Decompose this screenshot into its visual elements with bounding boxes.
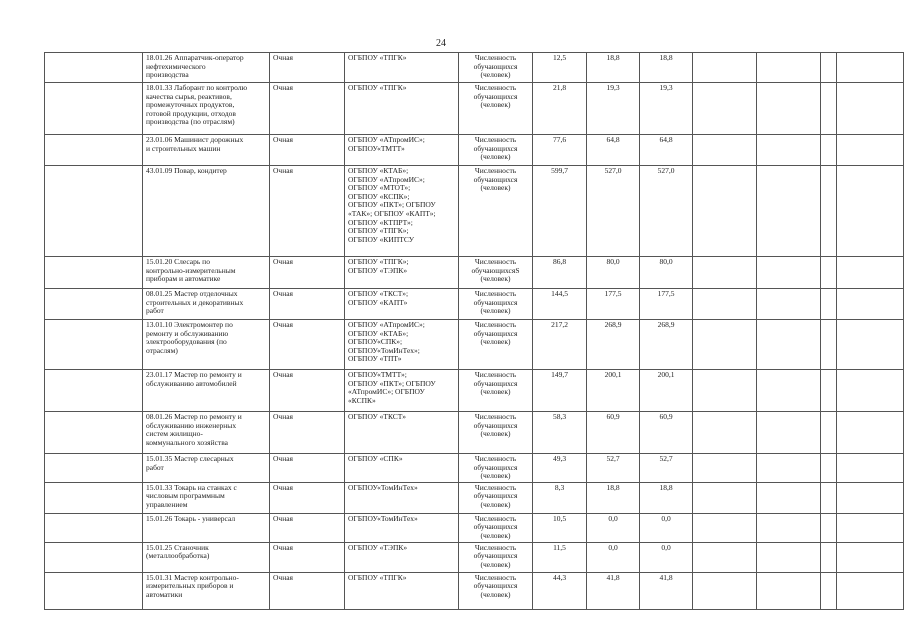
empty-cell	[837, 412, 904, 454]
indicator-cell: Численность обучающихся (человек)	[459, 482, 533, 513]
value-cell-2: 19,3	[587, 83, 640, 135]
empty-cell	[45, 572, 143, 609]
value-cell-3: 18,8	[640, 482, 693, 513]
table-row	[45, 370, 904, 412]
empty-cell	[757, 412, 821, 454]
program-name-cell: 15.01.25 Станочник (металлообработка)	[143, 542, 270, 572]
empty-cell	[45, 53, 143, 83]
value-cell-2: 527,0	[587, 166, 640, 257]
organization-cell: ОГБПОУ «КТАБ»; ОГБПОУ «АТпромИС»; ОГБПОУ «МТОТ»; ОГБПОУ «КСПК»; ОГБПОУ «ПКТ»; ОГБПОУ «ТАК»; ОГБПОУ «КАПТ»; ОГБПОУ «КТПРТ»; ОГБПОУ «ТПГК»; ОГБПОУ «КИПТСУ	[345, 166, 459, 257]
empty-cell	[821, 370, 837, 412]
value-cell-2: 80,0	[587, 257, 640, 289]
program-name-cell: 23.01.17 Мастер по ремонту и обслуживанию автомобилей	[143, 370, 270, 412]
empty-cell	[45, 135, 143, 166]
empty-cell	[821, 542, 837, 572]
organization-cell: ОГБПОУ «ТКСТ»; ОГБПОУ «КАПТ»	[345, 289, 459, 320]
value-cell-2: 52,7	[587, 454, 640, 483]
empty-cell	[45, 83, 143, 135]
study-form-cell: Очная	[270, 289, 345, 320]
indicator-cell: Численность обучающихся (человек)	[459, 572, 533, 609]
empty-cell	[693, 454, 757, 483]
empty-cell	[821, 320, 837, 370]
study-form-cell: Очная	[270, 320, 345, 370]
table-row	[45, 83, 904, 135]
program-name-cell: 13.01.10 Электромонтер по ремонту и обслуживанию электрооборудования (по отраслям)	[143, 320, 270, 370]
empty-cell	[821, 513, 837, 542]
value-cell-2: 18,8	[587, 53, 640, 83]
empty-cell	[821, 482, 837, 513]
table-row	[45, 542, 904, 572]
empty-cell	[837, 135, 904, 166]
table-row	[45, 289, 904, 320]
table-row	[45, 513, 904, 542]
empty-cell	[693, 572, 757, 609]
empty-cell	[693, 513, 757, 542]
study-form-cell: Очная	[270, 482, 345, 513]
empty-cell	[821, 289, 837, 320]
value-cell-3: 0,0	[640, 513, 693, 542]
value-cell-2: 177,5	[587, 289, 640, 320]
indicator-cell: Численность обучающихся (человек)	[459, 542, 533, 572]
value-cell-1: 10,5	[533, 513, 587, 542]
table-row	[45, 257, 904, 289]
empty-cell	[821, 257, 837, 289]
empty-cell	[757, 482, 821, 513]
empty-cell	[757, 53, 821, 83]
program-name-cell: 08.01.25 Мастер отделочных строительных и декоративных работ	[143, 289, 270, 320]
indicator-cell: Численность обучающихся (человек)	[459, 166, 533, 257]
empty-cell	[693, 289, 757, 320]
value-cell-3: 0,0	[640, 542, 693, 572]
study-form-cell: Очная	[270, 454, 345, 483]
table-row	[45, 412, 904, 454]
empty-cell	[821, 572, 837, 609]
empty-cell	[837, 166, 904, 257]
value-cell-3: 52,7	[640, 454, 693, 483]
empty-cell	[45, 166, 143, 257]
organization-cell: ОГБПОУ «ТПГК»	[345, 53, 459, 83]
value-cell-1: 149,7	[533, 370, 587, 412]
indicator-cell: Численность обучающихся (человек)	[459, 135, 533, 166]
organization-cell: ОГБПОУ«ТМТТ»; ОГБПОУ «ПКТ»; ОГБПОУ «АТпромИС»; ОГБПОУ «КСПК»	[345, 370, 459, 412]
empty-cell	[821, 135, 837, 166]
value-cell-2: 268,9	[587, 320, 640, 370]
empty-cell	[821, 83, 837, 135]
indicator-cell: Численность обучающихся (человек)	[459, 53, 533, 83]
organization-cell: ОГБПОУ «ТЭПК»	[345, 542, 459, 572]
empty-cell	[757, 513, 821, 542]
empty-cell	[693, 135, 757, 166]
empty-cell	[821, 53, 837, 83]
empty-cell	[757, 289, 821, 320]
program-name-cell: 15.01.26 Токарь - универсал	[143, 513, 270, 542]
value-cell-1: 144,5	[533, 289, 587, 320]
value-cell-3: 268,9	[640, 320, 693, 370]
program-name-cell: 08.01.26 Мастер по ремонту и обслуживанию инженерных систем жилищно- коммунального хозяйства	[143, 412, 270, 454]
empty-cell	[821, 166, 837, 257]
empty-cell	[757, 370, 821, 412]
empty-cell	[837, 542, 904, 572]
table-row	[45, 482, 904, 513]
study-form-cell: Очная	[270, 572, 345, 609]
empty-cell	[45, 454, 143, 483]
page-number: 24	[436, 38, 446, 49]
value-cell-1: 217,2	[533, 320, 587, 370]
empty-cell	[821, 412, 837, 454]
value-cell-1: 86,8	[533, 257, 587, 289]
indicator-cell: Численность обучающихся (человек)	[459, 513, 533, 542]
organization-cell: ОГБПОУ «ТПГК»	[345, 572, 459, 609]
program-name-cell: 15.01.35 Мастер слесарных работ	[143, 454, 270, 483]
organization-cell: ОГБПОУ «ТКСТ»	[345, 412, 459, 454]
indicator-cell: Численность обучающихся (человек)	[459, 289, 533, 320]
program-name-cell: 15.01.20 Слесарь по контрольно-измерительным приборам и автоматике	[143, 257, 270, 289]
empty-cell	[45, 320, 143, 370]
organization-cell: ОГБПОУ«ТомИнТех»	[345, 482, 459, 513]
table-row	[45, 320, 904, 370]
empty-cell	[693, 482, 757, 513]
value-cell-1: 8,3	[533, 482, 587, 513]
indicator-cell: Численность обучающихся (человек)	[459, 320, 533, 370]
empty-cell	[693, 257, 757, 289]
value-cell-3: 527,0	[640, 166, 693, 257]
empty-cell	[757, 135, 821, 166]
empty-cell	[757, 572, 821, 609]
value-cell-3: 19,3	[640, 83, 693, 135]
empty-cell	[693, 370, 757, 412]
value-cell-3: 200,1	[640, 370, 693, 412]
empty-cell	[757, 542, 821, 572]
study-form-cell: Очная	[270, 166, 345, 257]
empty-cell	[837, 482, 904, 513]
program-name-cell: 15.01.31 Мастер контрольно- измерительных приборов и автоматики	[143, 572, 270, 609]
empty-cell	[837, 320, 904, 370]
organization-cell: ОГБПОУ «АТпромИС»; ОГБПОУ«ТМТТ»	[345, 135, 459, 166]
value-cell-1: 49,3	[533, 454, 587, 483]
study-form-cell: Очная	[270, 513, 345, 542]
study-form-cell: Очная	[270, 135, 345, 166]
program-name-cell: 43.01.09 Повар, кондитер	[143, 166, 270, 257]
empty-cell	[45, 542, 143, 572]
value-cell-2: 41,8	[587, 572, 640, 609]
empty-cell	[837, 53, 904, 83]
organization-cell: ОГБПОУ «ТПГК»; ОГБПОУ «ТЭПК»	[345, 257, 459, 289]
empty-cell	[45, 257, 143, 289]
indicator-cell: Численность обучающихся (человек)	[459, 83, 533, 135]
value-cell-1: 599,7	[533, 166, 587, 257]
empty-cell	[837, 454, 904, 483]
study-form-cell: Очная	[270, 542, 345, 572]
empty-cell	[757, 454, 821, 483]
value-cell-1: 12,5	[533, 53, 587, 83]
empty-cell	[821, 454, 837, 483]
empty-cell	[693, 320, 757, 370]
value-cell-2: 0,0	[587, 513, 640, 542]
empty-cell	[45, 412, 143, 454]
empty-cell	[837, 513, 904, 542]
value-cell-3: 60,9	[640, 412, 693, 454]
empty-cell	[693, 542, 757, 572]
organization-cell: ОГБПОУ «АТпромИС»; ОГБПОУ «КТАБ»; ОГБПОУ«СПК»; ОГБПОУ«ТомИнТех»; ОГБПОУ «ТПТ»	[345, 320, 459, 370]
value-cell-1: 44,3	[533, 572, 587, 609]
value-cell-3: 41,8	[640, 572, 693, 609]
value-cell-3: 64,8	[640, 135, 693, 166]
empty-cell	[45, 482, 143, 513]
empty-cell	[837, 257, 904, 289]
empty-cell	[757, 83, 821, 135]
value-cell-2: 200,1	[587, 370, 640, 412]
study-form-cell: Очная	[270, 53, 345, 83]
program-name-cell: 23.01.06 Машинист дорожных и строительных машин	[143, 135, 270, 166]
empty-cell	[757, 320, 821, 370]
value-cell-3: 80,0	[640, 257, 693, 289]
empty-cell	[837, 572, 904, 609]
organization-cell: ОГБПОУ«ТомИнТех»	[345, 513, 459, 542]
empty-cell	[837, 370, 904, 412]
program-name-cell: 18.01.33 Лаборант по контролю качества сырья, реактивов, промежуточных продуктов, готовой продукции, отходов производства (по отраслям)	[143, 83, 270, 135]
indicator-cell: Численность обучающихсяS (человек)	[459, 257, 533, 289]
indicator-cell: Численность обучающихся (человек)	[459, 454, 533, 483]
indicators-table	[44, 52, 904, 610]
study-form-cell: Очная	[270, 370, 345, 412]
empty-cell	[693, 83, 757, 135]
value-cell-2: 18,8	[587, 482, 640, 513]
study-form-cell: Очная	[270, 257, 345, 289]
table-row	[45, 135, 904, 166]
study-form-cell: Очная	[270, 412, 345, 454]
empty-cell	[693, 166, 757, 257]
organization-cell: ОГБПОУ «СПК»	[345, 454, 459, 483]
organization-cell: ОГБПОУ «ТПГК»	[345, 83, 459, 135]
value-cell-2: 64,8	[587, 135, 640, 166]
empty-cell	[45, 513, 143, 542]
empty-cell	[45, 289, 143, 320]
value-cell-3: 18,8	[640, 53, 693, 83]
table-row	[45, 53, 904, 83]
indicator-cell: Численность обучающихся (человек)	[459, 370, 533, 412]
empty-cell	[757, 257, 821, 289]
value-cell-1: 77,6	[533, 135, 587, 166]
empty-cell	[837, 289, 904, 320]
program-name-cell: 18.01.26 Аппаратчик-оператор нефтехимического производства	[143, 53, 270, 83]
value-cell-2: 0,0	[587, 542, 640, 572]
study-form-cell: Очная	[270, 83, 345, 135]
empty-cell	[837, 83, 904, 135]
empty-cell	[693, 412, 757, 454]
table-row	[45, 166, 904, 257]
value-cell-1: 21,8	[533, 83, 587, 135]
value-cell-1: 58,3	[533, 412, 587, 454]
table-row	[45, 572, 904, 609]
table-row	[45, 454, 904, 483]
empty-cell	[757, 166, 821, 257]
value-cell-2: 60,9	[587, 412, 640, 454]
indicator-cell: Численность обучающихся (человек)	[459, 412, 533, 454]
empty-cell	[693, 53, 757, 83]
value-cell-3: 177,5	[640, 289, 693, 320]
program-name-cell: 15.01.33 Токарь на станках с числовым программным управлением	[143, 482, 270, 513]
value-cell-1: 11,5	[533, 542, 587, 572]
empty-cell	[45, 370, 143, 412]
